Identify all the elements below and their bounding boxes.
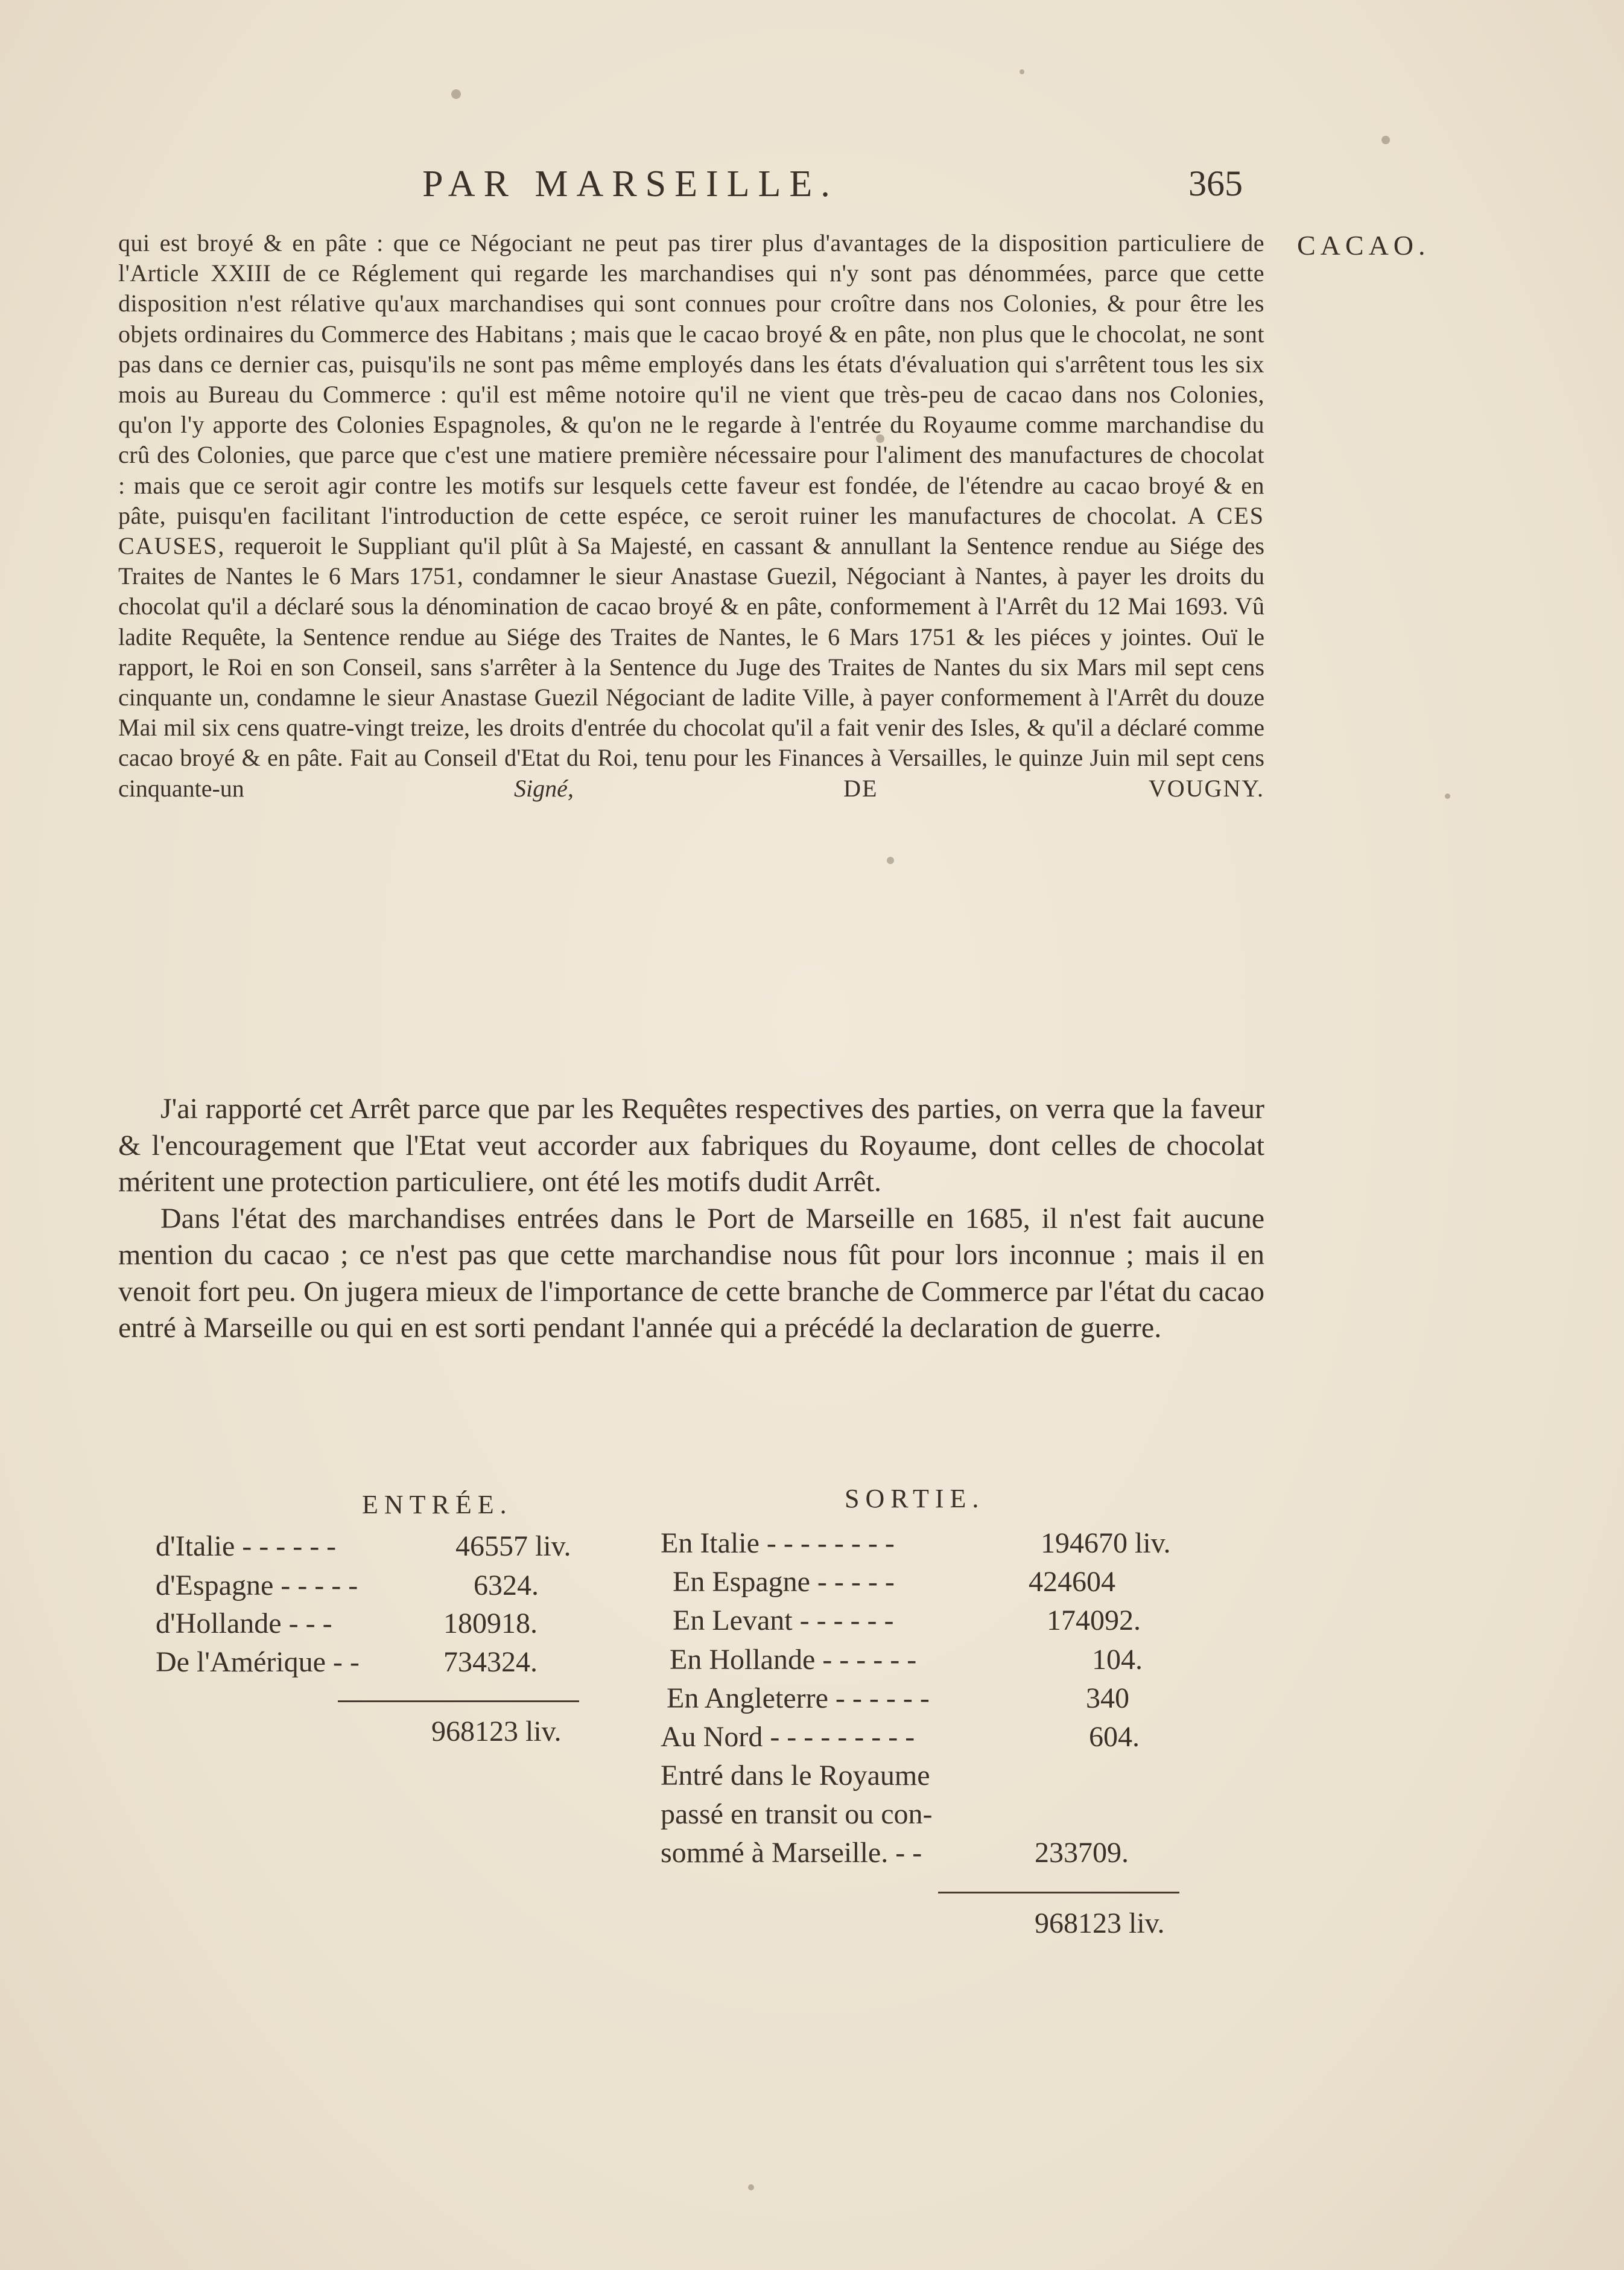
- entree-origin: d'Hollande - - -: [156, 1607, 332, 1639]
- sortie-heading: SORTIE.: [845, 1484, 985, 1513]
- entree-origin: De l'Amérique - -: [156, 1646, 360, 1678]
- paper-speck: [451, 89, 461, 99]
- entree-total: 968123 liv.: [431, 1715, 562, 1747]
- sortie-extra-line: Entré dans le Royaume: [661, 1760, 930, 1792]
- sortie-amount: 104.: [1092, 1644, 1143, 1676]
- sortie-amount: 424604: [1029, 1566, 1115, 1598]
- paper-speck: [1445, 793, 1450, 799]
- entree-amount: 46557 liv.: [455, 1530, 571, 1562]
- commentary-paragraph: Dans l'état des marchandises entrées dans le Port de Marseille en 1685, il n'est fait aucune mention du cacao ; ce n'est pas que cette marchandise nous fût pour lors inconnue ; mais il en venoit fort peu. On jugera mieux de l'importance de cette branche de Commerce par l'état du cacao entré à Marseille ou qui en est sorti pendant l'année qui a précédé la declaration de guerre.: [118, 1202, 1264, 1344]
- margin-note: CACAO.: [1297, 230, 1430, 261]
- entree-total-rule: [338, 1700, 579, 1702]
- running-head: PAR MARSEILLE.: [422, 164, 839, 205]
- sortie-destination: En Espagne - - - - -: [673, 1566, 895, 1598]
- sortie-extra-row: [661, 1836, 1129, 1869]
- paper-speck: [1020, 69, 1024, 74]
- sortie-row: [661, 1720, 1140, 1753]
- entree-amount: 734324.: [443, 1646, 538, 1678]
- arret-text: qui est broyé & en pâte : que ce Négociant ne peut pas tirer plus d'avantages de la disposition particuliere de l'Article XXIII de ce Réglement qui regarde les marchandises qui n'y sont pas dénommées, parce que cette disposition n'est rélative qu'aux marchandises qui sont connues pour croître dans nos Colonies, & pour être les objets ordinaires du Commerce des Habitans ; mais que le cacao broyé & en pâte, non plus que le chocolat, ne sont pas dans ce dernier cas, puisqu'ils ne sont pas même employés dans les états d'évaluation qui s'arrêtent tous les six mois au Bureau du Commerce : qu'il est même notoire qu'il ne vient que très-peu de cacao dans nos Colonies, qu'on l'y apporte des Colonies Espagnoles, & qu'on ne le regarde à l'entrée du Royaume comme marchandise du crû des Colonies, que parce que c'est une matiere première nécessaire pour l'aliment des manufactures de chocolat : mais que ce seroit agir contre les motifs sur lesquels cette faveur est fondée, de l'étendre au cacao broyé & en pâte, puisqu'en facilitant l'introduction de cette espéce, ce seroit ruiner les manufactures de chocolat.: [118, 229, 1264, 529]
- sortie-extra-line: sommé à Marseille. - -: [661, 1837, 922, 1869]
- signe-label: Signé,: [514, 774, 574, 802]
- sortie-destination: Au Nord - - - - - - - - -: [661, 1721, 915, 1753]
- causes-label: A CES CAUSES,: [118, 501, 1265, 560]
- entree-origin: d'Italie - - - - - -: [156, 1530, 337, 1562]
- paper-speck: [887, 857, 894, 864]
- entree-amount: 180918.: [443, 1607, 538, 1639]
- arret-paragraph: [118, 228, 1264, 804]
- sortie-destination: En Hollande - - - - - -: [670, 1644, 917, 1676]
- sortie-destination: En Levant - - - - - -: [673, 1604, 894, 1636]
- sortie-amount: 604.: [1089, 1721, 1140, 1753]
- paper-speck: [1381, 136, 1390, 144]
- sortie-row: [673, 1604, 1141, 1637]
- paper-speck: [876, 434, 884, 443]
- entree-heading: ENTRÉE.: [362, 1490, 513, 1519]
- sortie-row: [661, 1527, 1171, 1560]
- commentary: [118, 1091, 1264, 1347]
- sortie-destination: En Italie - - - - - - - -: [661, 1527, 895, 1559]
- sortie-row: [667, 1682, 1129, 1715]
- page-number: 365: [1188, 164, 1243, 203]
- sortie-extra-line: passé en transit ou con-: [661, 1798, 933, 1830]
- entree-row: [156, 1607, 538, 1640]
- sortie-total-rule: [938, 1892, 1179, 1893]
- sortie-amount: 194670 liv.: [1041, 1527, 1171, 1559]
- entree-origin: d'Espagne - - - - -: [156, 1569, 358, 1601]
- sortie-destination: En Angleterre - - - - - -: [667, 1682, 930, 1714]
- entree-row: [156, 1530, 571, 1563]
- commentary-paragraph: J'ai rapporté cet Arrêt parce que par les Requêtes respectives des parties, on verra que la faveur & l'encouragement que l'Etat veut accorder aux fabriques du Royaume, dont celles de chocolat méritent une protection particuliere, ont été les motifs dudit Arrêt.: [118, 1093, 1264, 1198]
- sortie-row: [670, 1643, 1143, 1676]
- paper-speck: [748, 2184, 754, 2190]
- sortie-total: 968123 liv.: [1035, 1907, 1165, 1939]
- signatory: DE VOUGNY.: [843, 774, 1265, 802]
- sortie-amount: 340: [1086, 1682, 1129, 1714]
- entree-row: [156, 1645, 538, 1679]
- entree-amount: 6324.: [474, 1569, 539, 1601]
- arret-text-continued: requeroit le Suppliant qu'il plût à Sa Majesté, en cassant & annullant la Sentence rendue au Siége des Traites de Nantes le 6 Mars 1751, condamner le sieur Anastase Guezil, Négociant à Nantes, à payer les droits du chocolat qu'il a déclaré sous la dénomination de cacao broyé & en pâte, conformement à l'Arrêt du 12 Mai 1693. Vû ladite Requête, la Sentence rendue au Siége des Traites de Nantes, le 6 Mars 1751 & les piéces y jointes. Ouï le rapport, le Roi en son Conseil, sans s'arrêter à la Sentence du Juge des Traites de Nantes du six Mars mil sept cens cinquante un, condamne le sieur Anastase Guezil Négociant de ladite Ville, à payer conformement à l'Arrêt du douze Mai mil six cens quatre-vingt treize, les droits d'entrée du chocolat qu'il a fait venir des Isles, & qu'il a déclaré comme cacao broyé & en pâte. Fait au Conseil d'Etat du Roi, tenu pour les Finances à Versailles, le quinze Juin mil sept cens cinquante-un: [118, 532, 1264, 802]
- sortie-row: [673, 1565, 1115, 1598]
- sortie-amount: 174092.: [1047, 1604, 1141, 1636]
- entree-row: [156, 1569, 539, 1602]
- sortie-amount: 233709.: [1035, 1837, 1129, 1869]
